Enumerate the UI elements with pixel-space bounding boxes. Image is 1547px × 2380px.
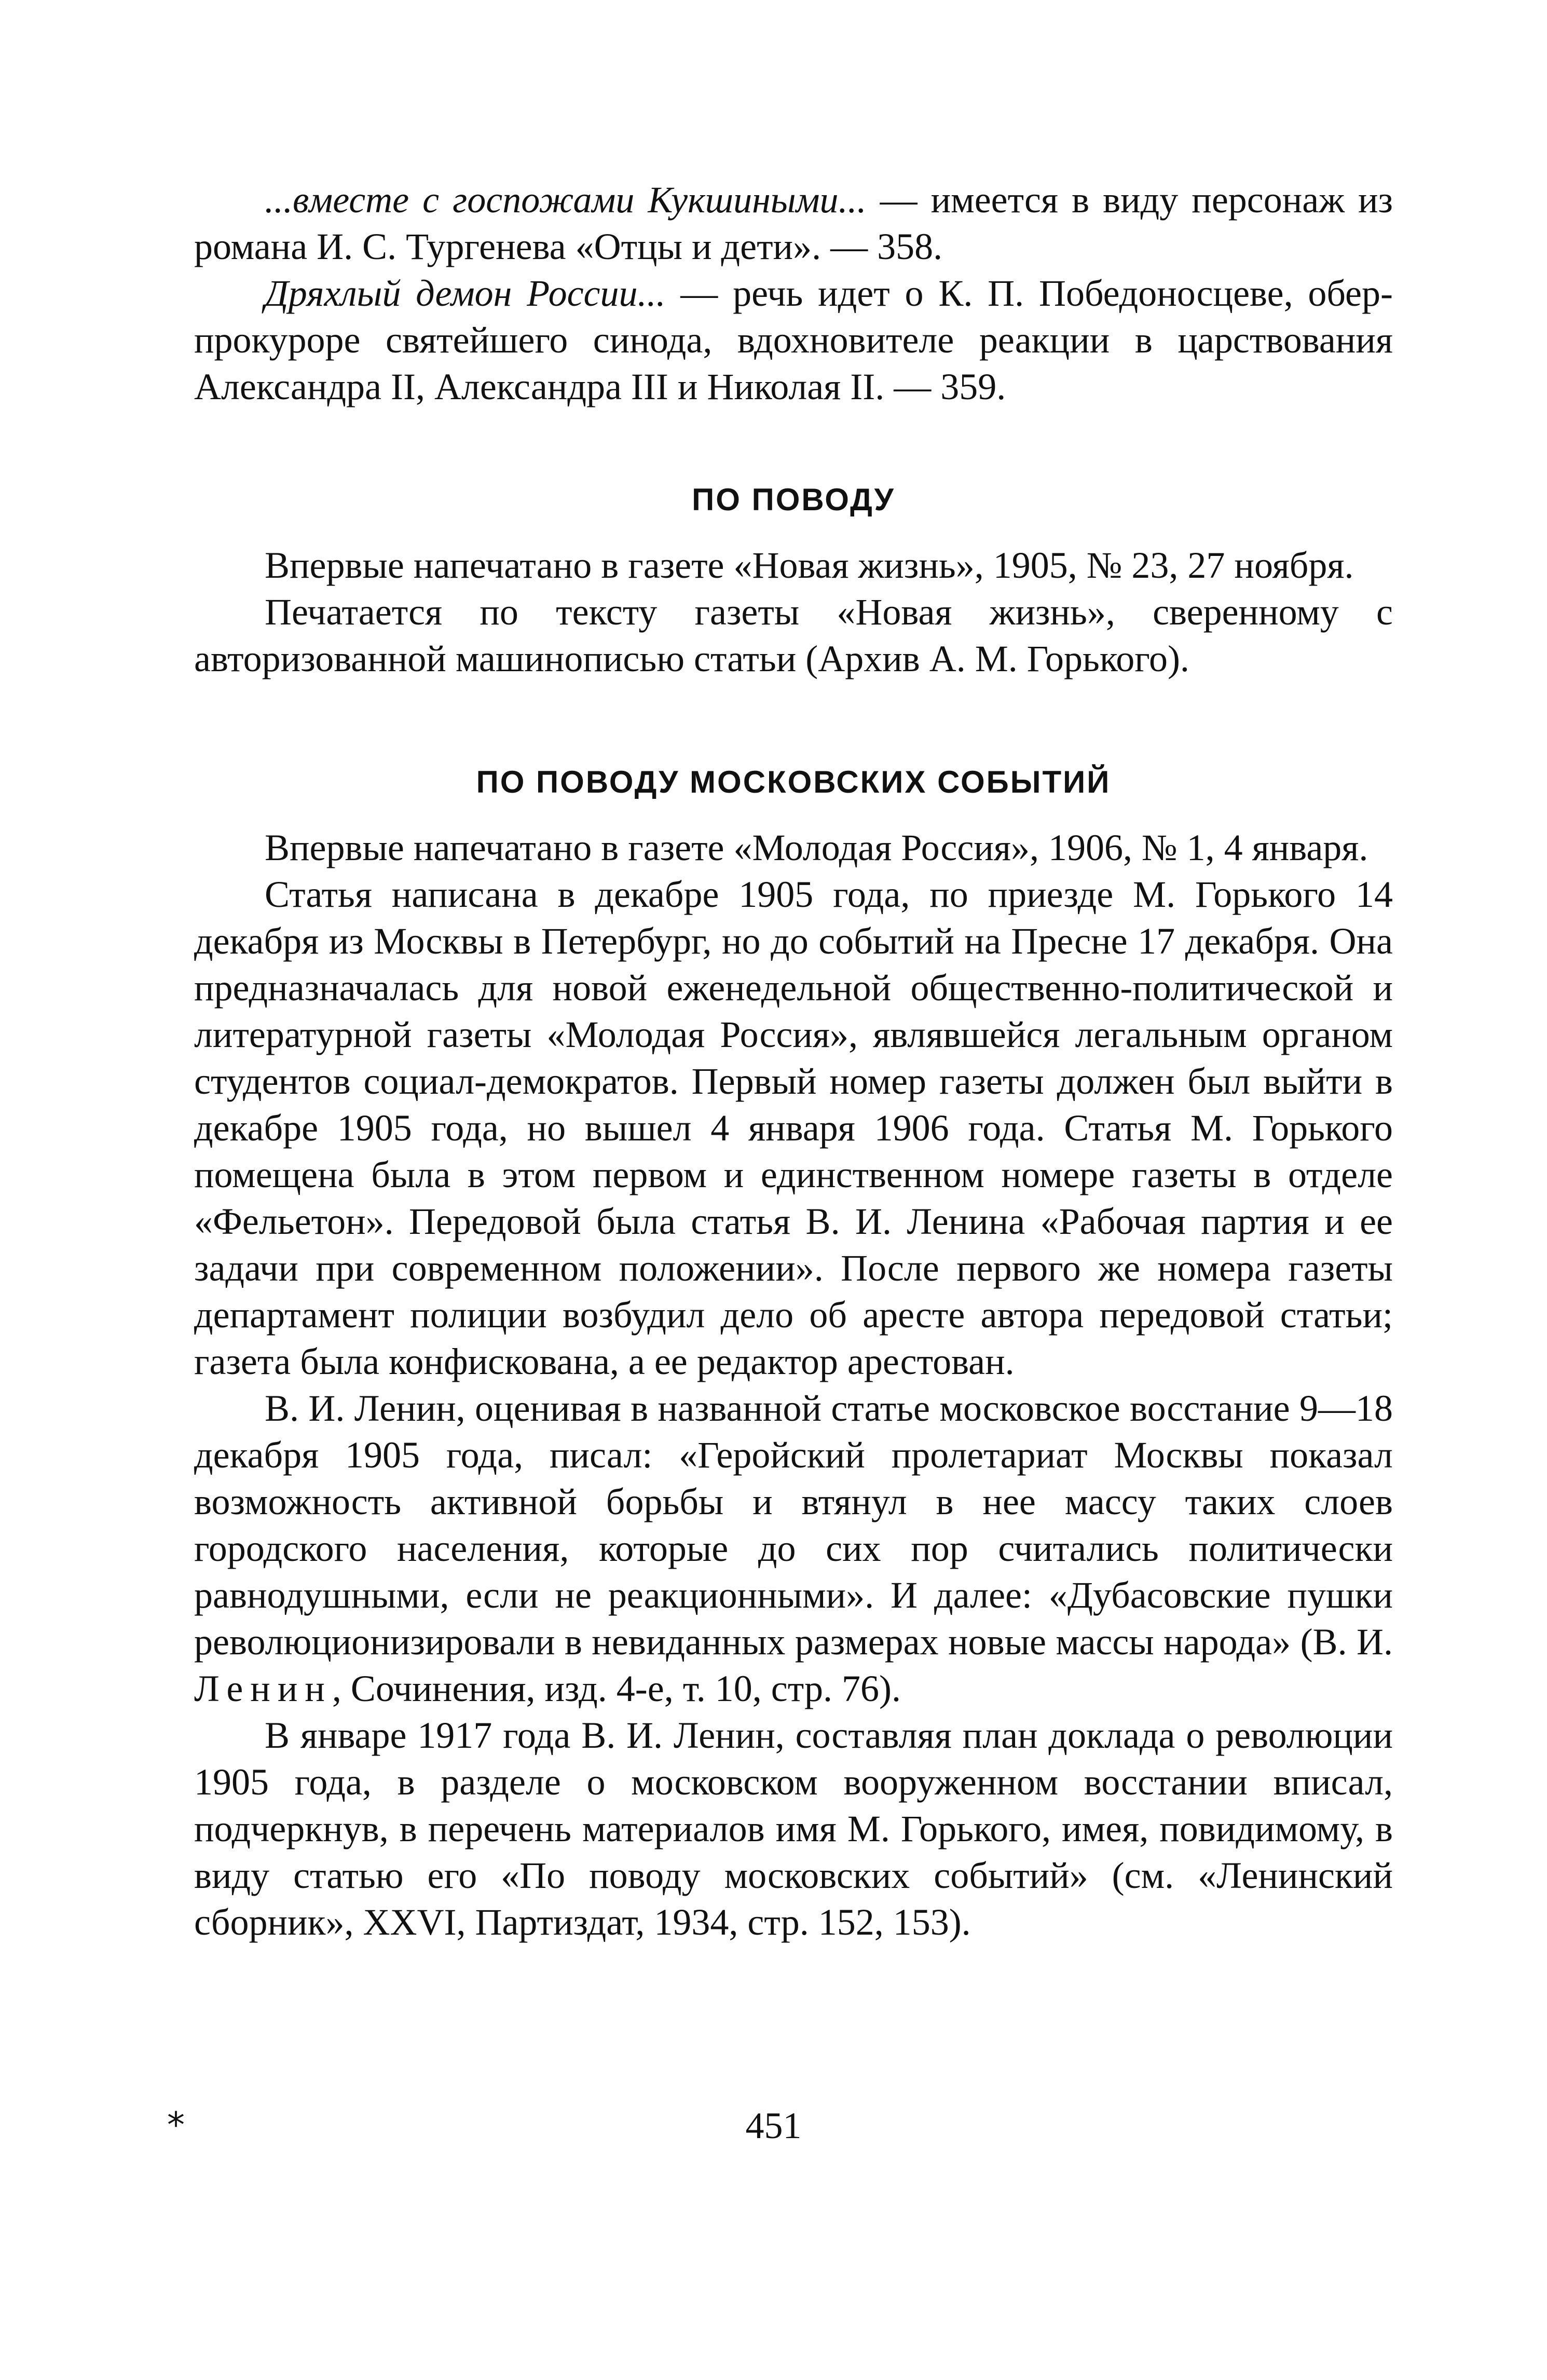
note-term: Дряхлый демон России...	[265, 273, 666, 314]
page-content	[194, 176, 1393, 1946]
lenin-spaced-name: Ленин	[194, 1668, 332, 1709]
note-text: — имеется в виду персонаж из романа И. С. Тургенева «Отцы и дети». — 358.	[194, 179, 1393, 267]
note-kukshina	[194, 176, 1393, 270]
section-heading-po-povodu: ПО ПОВОДУ	[692, 482, 895, 517]
section-heading-moscow-events: ПО ПОВОДУ МОСКОВСКИХ СОБЫТИЙ	[476, 765, 1111, 799]
lenin-quote-text: В. И. Ленин, оценивая в названной статье московское восстание 9—18 декабря 1905 года, писал: «Геройский пролетариат Москвы показал возможность активной борьбы и втянул в нее массу таких слоев городского населения, которые до сих пор считались политически равнодушными, если не реакционными». И далее: «Дубасовские пушки революционизировали в невиданных размерах новые массы народа» (В. И.	[194, 1388, 1393, 1663]
section2-final-paragraph: В январе 1917 года В. И. Ленин, составляя план доклада о революции 1905 года, в разделе о московском вооруженном восстании вписал, подчеркнув, в перечень материалов имя М. Горького, имея, повидимому, в виду статью его «По поводу московских событий» (см. «Ленинский сборник», XXVI, Партиздат, 1934, стр. 152, 153).	[194, 1715, 1393, 1943]
section2-paragraph: Впервые напечатано в газете «Молодая Россия», 1906, № 1, 4 января.	[265, 827, 1368, 868]
note-term: ...вместе с госпожами Кукшиными...	[265, 179, 867, 221]
note-demon	[194, 270, 1393, 410]
section2-paragraph: Статья написана в декабре 1905 года, по приезде М. Горького 14 декабря из Москвы в Петербург, но до событий на Пресне 17 декабря. Она предназначалась для новой еженедельной общественно-политической и литературной газеты «Молодая Россия», являвшейся легальным органом студентов социал-демократов. Первый номер газеты должен был выйти в декабре 1905 года, но вышел 4 января 1906 года. Статья М. Горького помещена была в этом первом и единственном номере газеты в отделе «Фельетон». Передовой была статья В. И. Ленина «Рабочая партия и ее задачи при современном положении». После первого же номера газеты департамент полиции возбудил дело об аресте автора передовой статьи; газета была конфискована, а ее редактор арестован.	[194, 874, 1393, 1382]
section1-paragraph: Печатается по тексту газеты «Новая жизнь», сверенному с авторизованной машинописью статьи (Архив А. М. Горького).	[194, 591, 1393, 679]
section1-paragraph: Впервые напечатано в газете «Новая жизнь», 1905, № 23, 27 ноября.	[265, 545, 1354, 586]
lenin-citation-text: , Сочинения, изд. 4-е, т. 10, стр. 76).	[332, 1668, 901, 1709]
page-footer	[0, 2102, 1547, 2154]
asterisk-mark: *	[167, 2105, 185, 2146]
lenin-quote-paragraph	[194, 1385, 1393, 1712]
page-number: 451	[745, 2105, 802, 2146]
note-text: — речь идет о К. П. Победоносцеве, обер-прокуроре святейшего синода, вдохновителе реакции в царствования Александра II, Александра III и Николая II. — 359.	[194, 273, 1393, 407]
